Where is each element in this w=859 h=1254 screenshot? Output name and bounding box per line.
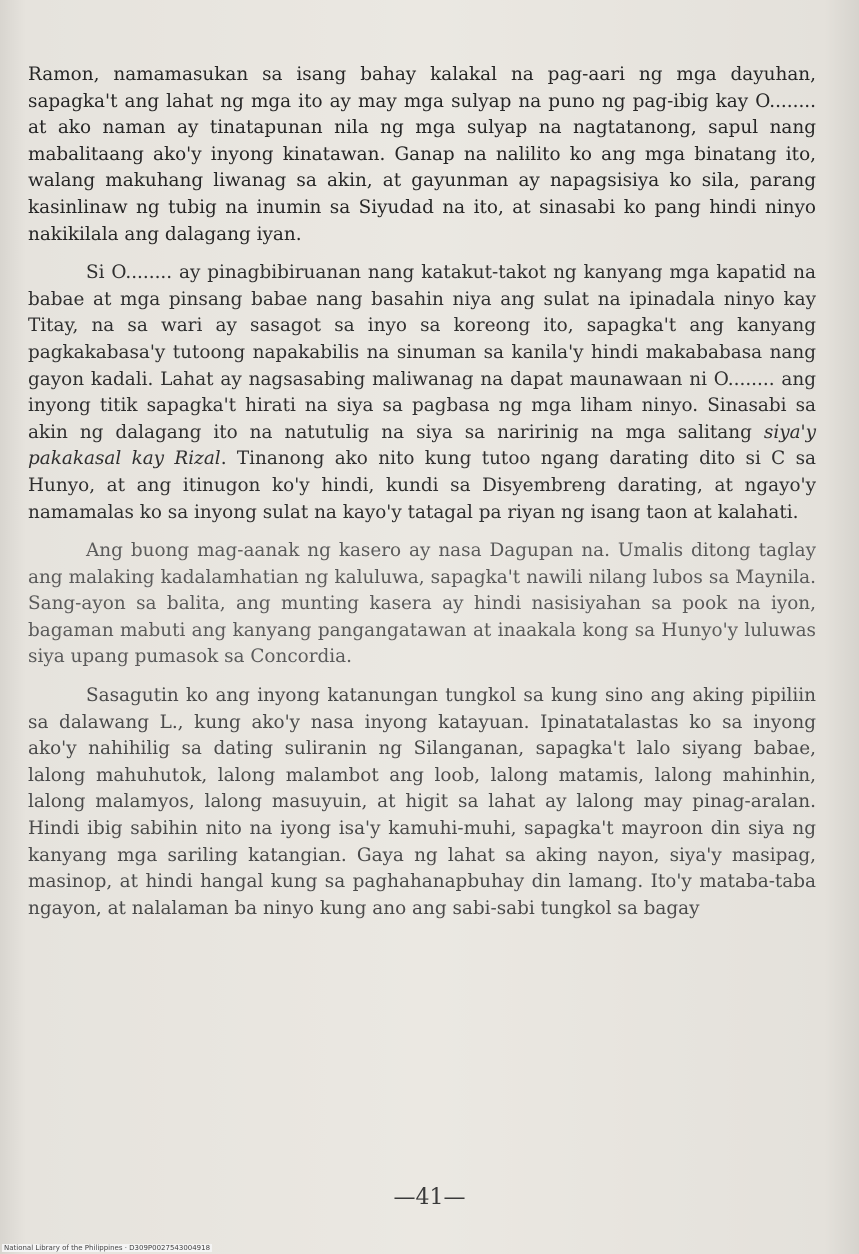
italic-quote: siya'y pakakasal kay Rizal [28,421,816,470]
letter-body [28,62,816,922]
paragraph-4: Sasagutin ko ang inyong katanungan tungkol sa kung sino ang aking pipiliin sa dalawang L., kung ako'y nasa inyong katayuan. Ipinatatalastas ko sa inyong ako'y nahihilig sa dating suliranin ng Silanganan, sapagka't lalo siyang babae, lalong mahuhutok, lalong malambot ang loob, lalong matamis, lalong mahinhin, lalong malamyos, lalong masuyuin, at higit sa lahat ay lalong may pinag-aralan. Hindi ibig sabihin nito na iyong isa'y kamuhi-muhi, sapagka't mayroon din siya ng kanyang mga sariling katangian. Gaya ng lahat sa aking nayon, siya'y masipag, masinop, at hindi hangal kung sa paghahanapbuhay din lamang. Ito'y mataba-taba ngayon, at nalalaman ba ninyo kung ano ang sabi-sabi tungkol sa bagay [28,685,816,919]
paragraph-1: Ramon, namamasukan sa isang bahay kalakal na pag-aari ng mga dayuhan, sapagka't ang lahat ng mga ito ay may mga sulyap na puno ng pag-ibig kay O........ at ako naman ay tinatapunan nila ng mga sulyap na nagtatanong, sapul nang mabalitaang ako'y inyong kinatawan. Ganap na nalilito ko ang mga binatang ito, walang makuhang liwanag sa akin, at gayunman ay napagsisiya ko sila, parang kasinlinaw ng tubig na inumin sa Siyudad na ito, at sinasabi ko pang hindi ninyo nakikilala ang dalagang iyan. [28,64,816,245]
paragraph-2-text: Si O........ ay pinagbibiruanan nang katakut-takot ng kanyang mga kapatid na babae at mga pinsang babae nang basahin niya ang sulat na ipinadala ninyo kay Titay, na sa wari ay sasagot sa inyo sa koreong ito, sapagka't ang kanyang pagkakabasa'y tutoong napakabilis na sinuman sa kanila'y hindi makababasa nang gayon kadali. Lahat ay nagsasabing maliwanag na dapat maunawaan ni O........ ang inyong titik sapagka't hirati na siya sa pagbasa ng mga liham ninyo. Sinasabi sa akin ng dalagang ito na natutulig na siya sa naririnig na mga salitang [28,262,816,443]
paragraph-2 [28,260,816,526]
paragraph-3: Ang buong mag-aanak ng kasero ay nasa Dagupan na. Umalis ditong taglay ang malaking kadalamhatian ng kaluluwa, sapagka't nawili nilang lubos sa Maynila. Sang-ayon sa balita, ang munting kasera ay hindi nasisiyahan sa pook na iyon, bagaman mabuti ang kanyang pangangatawan at inaakala kong sa Hunyo'y luluwas siya upang pumasok sa Concordia. [28,540,816,668]
library-footer: National Library of the Philippines · D309P0027543004918 [4,1244,211,1252]
page-number: —41— [393,1185,466,1210]
paragraph-2-end: . Tinanong ako nito kung tutoo ngang darating dito si C sa Hunyo, at ang itinugon ko'y hindi, kundi sa Disyembreng darating, at ngayo'y namamalas ko sa inyong sulat na kayo'y tatagal pa riyan ng isang taon at kalahati. [28,448,816,523]
